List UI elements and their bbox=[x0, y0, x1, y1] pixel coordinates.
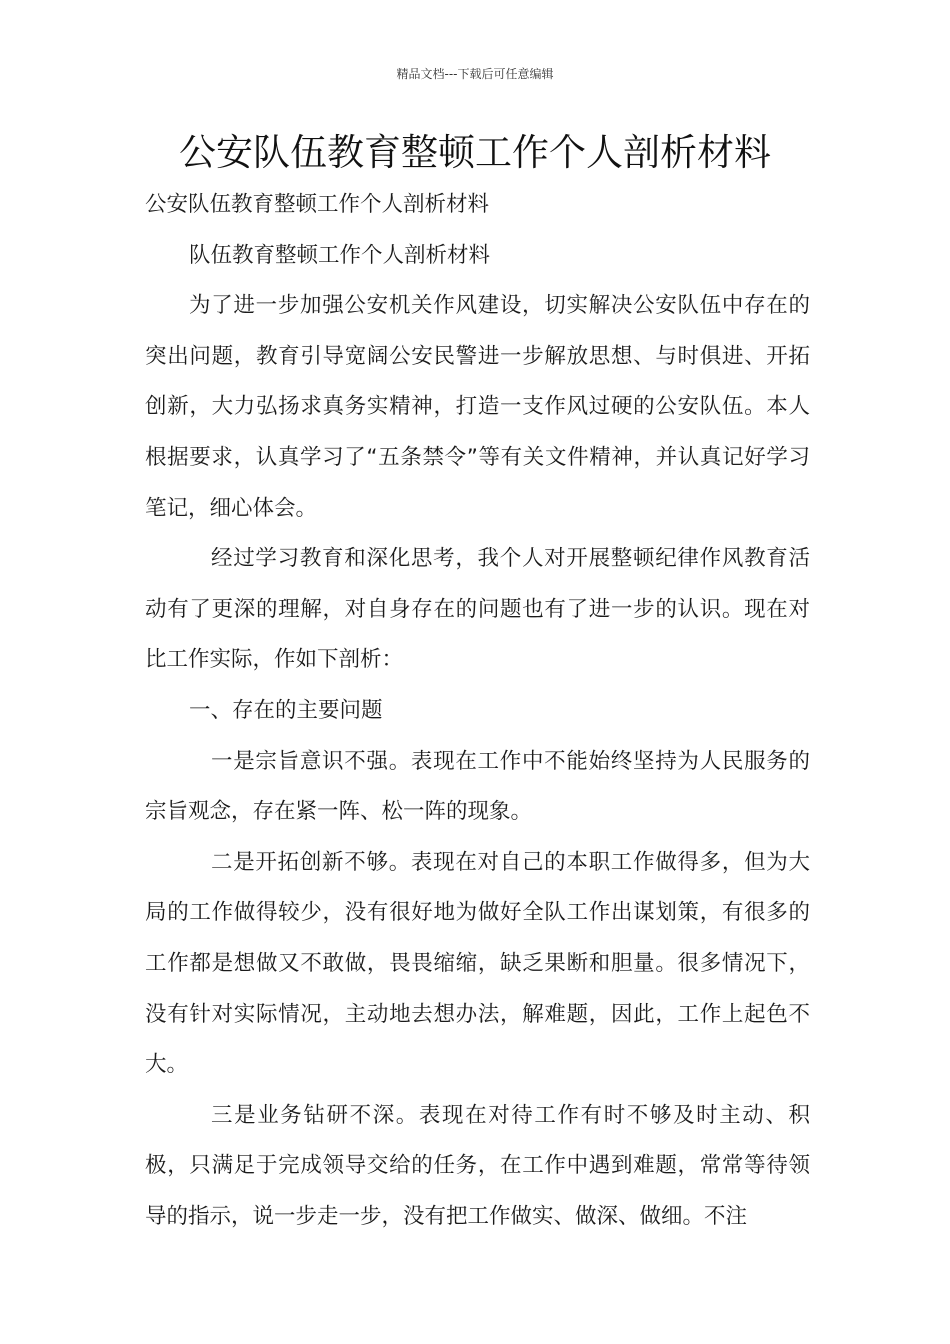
problem-paragraph-2: 二是开拓创新不够。表现在对自己的本职工作做得多，但为大局的工作做得较少，没有很好地为做好全队工作出谋划策，有很多的工作都是想做又不敢做，畏畏缩缩，缺乏果断和胆量。很多情况下，没有针对实际情况，主动地去想办法，解难题，因此，工作上起色不大。 bbox=[145, 849, 810, 1078]
document-body bbox=[145, 180, 810, 1242]
reflection-paragraph: 经过学习教育和深化思考，我个人对开展整顿纪律作风教育活动有了更深的理解，对自身存在的问题也有了进一步的认识。现在对比工作实际，作如下剖析： bbox=[145, 546, 810, 673]
sub-heading-paragraph: 队伍教育整顿工作个人剖析材料 bbox=[189, 242, 491, 268]
header-note: 精品文档---下载后可任意编辑 bbox=[396, 67, 554, 81]
document-title: 公安队伍教育整顿工作个人剖析材料 bbox=[179, 131, 771, 174]
section-heading: 一、存在的主要问题 bbox=[189, 697, 383, 723]
subtitle-paragraph: 公安队伍教育整顿工作个人剖析材料 bbox=[145, 192, 490, 217]
problem-paragraph-3: 三是业务钻研不深。表现在对待工作有时不够及时主动、积极，只满足于完成领导交给的任务，在工作中遇到难题，常常等待领导的指示，说一步走一步，没有把工作做实、做深、做细。不注 bbox=[145, 1102, 810, 1229]
intro-paragraph: 为了进一步加强公安机关作风建设，切实解决公安队伍中存在的突出问题，教育引导宽阔公安民警进一步解放思想、与时俱进、开拓创新，大力弘扬求真务实精神，打造一支作风过硬的公安队伍。本人根据要求，认真学习了“五条禁令”等有关文件精神，并认真记好学习笔记，细心体会。 bbox=[145, 293, 810, 521]
problem-paragraph-1: 一是宗旨意识不强。表现在工作中不能始终坚持为人民服务的宗旨观念，存在紧一阵、松一阵的现象。 bbox=[145, 748, 810, 825]
